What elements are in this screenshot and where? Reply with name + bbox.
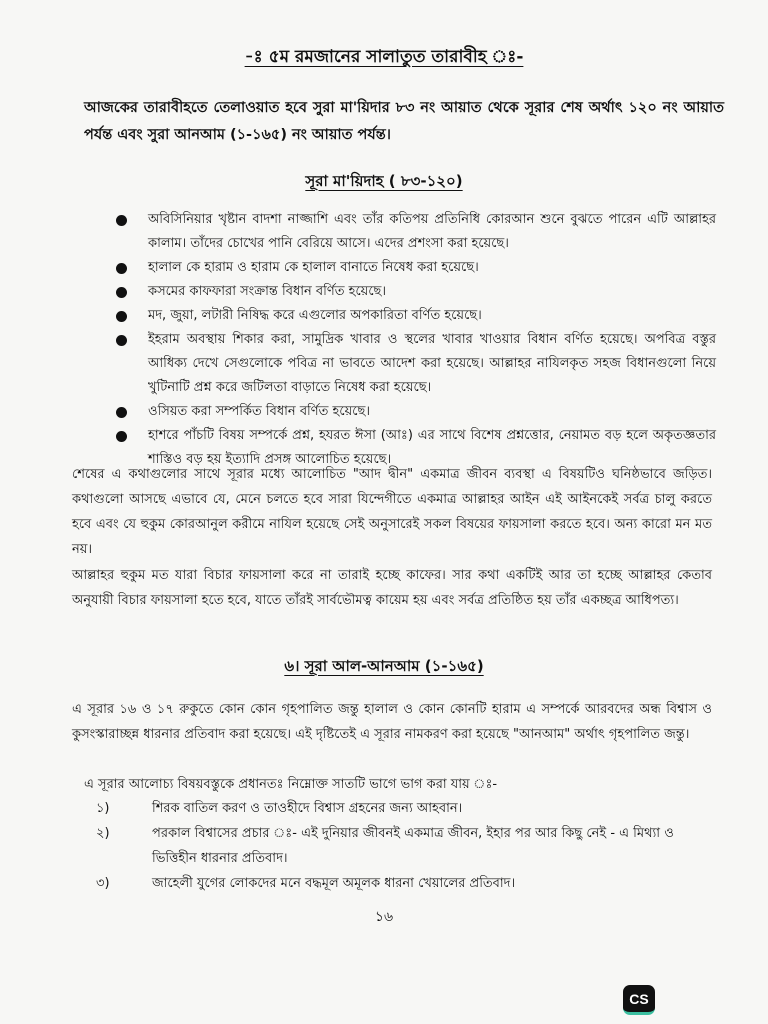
section-heading-anam-text: ৬। সূরা আল-আনআম (১-১৬৫) xyxy=(284,657,484,675)
anam-intro-paragraph: এ সূরার ১৬ ও ১৭ রুকুতে কোন কোন গৃহপালিত জন্তু হালাল ও কোন কোনটি হারাম এ সম্পর্কে আরবদের অন্ধ বিশ্বাস ও কুসংস্কারাচ্ছন্ন ধারনার প্রতিবাদ করা হয়েছে। এই দৃষ্টিতেই এ সূরার নামকরণ করা হয়েছে "আনআম" অর্থাৎ গৃহপালিত জন্তু। xyxy=(72,702,712,742)
bullet-icon xyxy=(116,263,127,274)
list-item xyxy=(116,400,716,424)
list-item xyxy=(116,304,716,328)
intro-paragraph: আজকের তারাবীহতে তেলাওয়াত হবে সুরা মা'য়িদার ৮৩ নং আয়াত থেকে সূরার শেষ অর্থাৎ ১২০ নং আয়াত পর্যন্ত এবং সুরা আনআম (১-১৬৫) নং আয়াত পর্যন্ত। xyxy=(84,100,724,143)
list-item-text: পরকাল বিশ্বাসের প্রচার ঃ- এই দুনিয়ার জীবনই একমাত্র জীবন, ইহার পর আর কিছু নেই - এ মিথ্যা ও ভিত্তিহীন ধারনার প্রতিবাদ। xyxy=(152,826,674,866)
list-item-number: ৩) xyxy=(96,876,110,891)
bullet-icon xyxy=(116,311,127,322)
list-item xyxy=(96,871,716,896)
bullet-icon xyxy=(116,215,127,226)
list-item xyxy=(116,328,716,400)
list-item-text: হালাল কে হারাম ও হারাম কে হালাল বানাতে নিষেধ করা হয়েছে। xyxy=(148,260,479,275)
anam-topics-lead: এ সূরার আলোচ্য বিষয়বস্তুকে প্রধানতঃ নিম্নোক্ত সাতটি ভাগে ভাগ করা যায় ঃ- xyxy=(84,777,498,792)
list-item-text: অবিসিনিয়ার খৃষ্টান বাদশা নাজ্জাশি এবং তাঁর কতিপয় প্রতিনিধি কোরআন শুনে বুঝতে পারেন এটি আল্লাহর কালাম। তাঁদের চোখের পানি বেরিয়ে আসে। এদের প্রশংসা করা হয়েছে। xyxy=(148,212,716,251)
maidah-summary-paragraph: শেষের এ কথাগুলোর সাথে সূরার মধ্যে আলোচিত "আদ দ্বীন" একমাত্র জীবন ব্যবস্থা এ বিষয়টিও ঘনিষ্ঠভাবে জড়িত। কথাগুলো আসছে এভাবে যে, মেনে চলতে হবে সারা যিন্দেগীতে একমাত্র আল্লাহর আইন এই আইনকেই সর্বত্র চালু করতে হবে এবং যে হুকুম কোরআনুল করীমে নাযিল হয়েছে সেই অনুসারেই সকল বিষয়ের ফায়সালা করতে হবে। অন্য কারো মন মত নয়। xyxy=(72,467,712,557)
list-item-text: কসমের কাফফারা সংক্রান্ত বিধান বর্ণিত হয়েছে। xyxy=(148,284,387,299)
list-item-text: ইহরাম অবস্থায় শিকার করা, সামুদ্রিক খাবার ও স্থলের খাবার খাওয়ার বিধান বর্ণিত হয়েছে। অপবিত্র বস্তুর আধিক্য দেখে সেগুলোকে পবিত্র না ভাবতে আদেশ করা হয়েছে। আল্লাহর নাযিলকৃত সহজ বিধানগুলো নিয়ে খুটিনাটি প্রশ্ন করে জটিলতা বাড়াতে নিষেধ করা হয়েছে। xyxy=(148,332,716,395)
bullet-icon xyxy=(116,287,127,298)
section-heading-anam xyxy=(0,655,768,680)
page-number: ১৬ xyxy=(374,909,394,925)
list-item xyxy=(116,256,716,280)
camscanner-logo-icon: CS xyxy=(623,985,655,1015)
list-item-text: জাহেলী যুগের লোকদের মনে বদ্ধমূল অমূলক ধারনা খেয়ালের প্রতিবাদ। xyxy=(152,876,516,891)
maidah-conclusion-paragraph: আল্লাহর হুকুম মত যারা বিচার ফায়সালা করে না তারাই হচ্ছে কাফের। সার কথা একটিই আর তা হচ্ছে আল্লাহর কেতাব অনুযায়ী বিচার ফায়সালা হতে হবে, যাতে তাঁরই সার্বভৌমত্ব কায়েম হয় এবং সর্বত্র প্রতিষ্ঠিত হয় তাঁর একচ্ছত্র আধিপত্য। xyxy=(72,568,712,608)
list-item xyxy=(116,280,716,304)
list-item xyxy=(116,208,716,256)
list-item xyxy=(96,821,716,871)
list-item-text: মদ, জুয়া, লটারী নিষিদ্ধ করে এগুলোর অপকারিতা বর্ণিত হয়েছে। xyxy=(148,308,482,323)
anam-numbered-list xyxy=(96,796,716,896)
page-title xyxy=(0,44,768,72)
bullet-icon xyxy=(116,431,127,442)
bullet-icon xyxy=(116,407,127,418)
bullet-icon xyxy=(116,335,127,346)
list-item-text: শিরক বাতিল করণ ও তাওহীদে বিশ্বাস গ্রহনের জন্য আহবান। xyxy=(152,801,463,816)
list-item-number: ২) xyxy=(96,826,110,841)
section-heading-maidah xyxy=(0,170,768,195)
list-item-number: ১) xyxy=(96,801,110,816)
list-item-text: ওসিয়ত করা সম্পর্কিত বিধান বর্ণিত হয়েছে। xyxy=(148,404,370,419)
list-item-text: হাশরে পাঁচটি বিষয় সম্পর্কে প্রশ্ন, হযরত ঈসা (আঃ) এর সাথে বিশেষ প্রশ্নত্তোর, নেয়ামত বড় হলে অকৃতজ্ঞতার শাস্তিও বড় হয় ইত্যাদি প্রসঙ্গ আলোচিত হয়েছে। xyxy=(148,428,716,467)
section-heading-maidah-text: সূরা মা'য়িদাহ ( ৮৩-১২০) xyxy=(305,172,463,190)
list-item xyxy=(96,796,716,821)
page-title-text: -ঃ ৫ম রমজানের সালাতুত তারাবীহ ঃ- xyxy=(244,47,524,67)
maidah-bullet-list xyxy=(116,208,716,472)
